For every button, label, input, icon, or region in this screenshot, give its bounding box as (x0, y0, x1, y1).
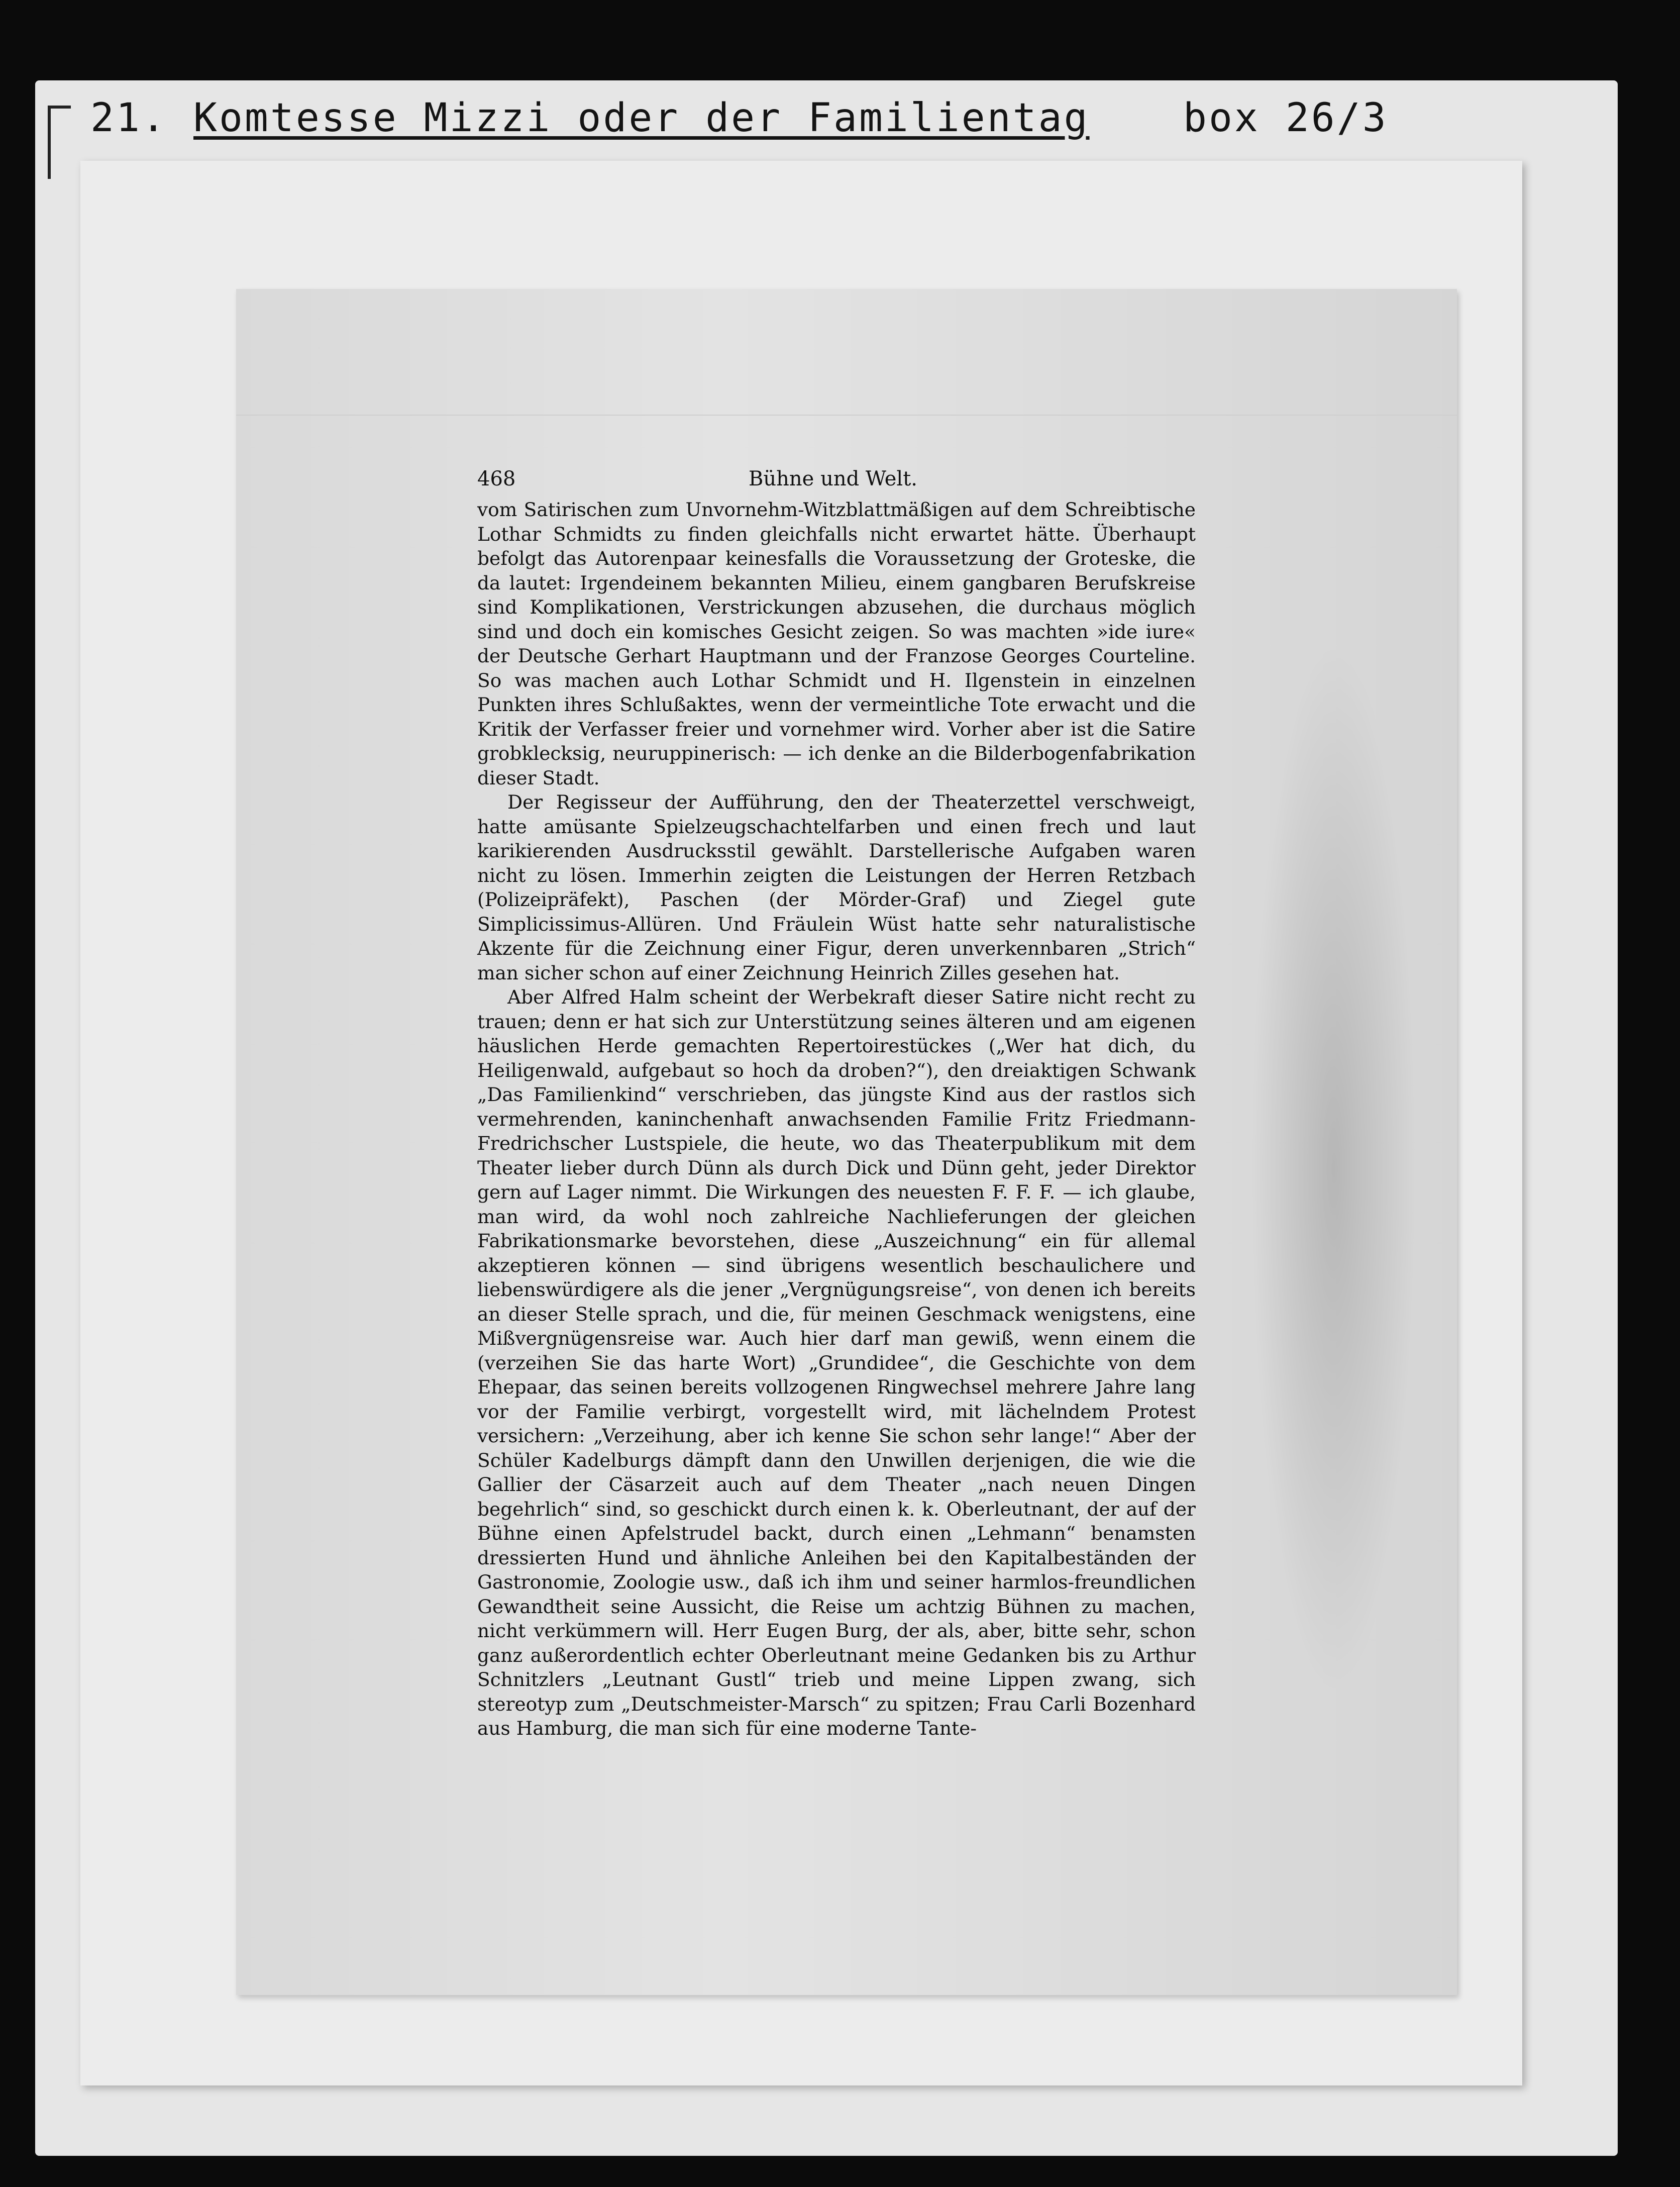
folder-title: Komtesse Mizzi oder der Familientag (193, 95, 1090, 141)
paper-stain (1251, 641, 1417, 1696)
page-number: 468 (477, 467, 516, 490)
archive-header (90, 85, 1547, 141)
paragraph: Der Regisseur der Aufführung, den der Theaterzettel verschweigt, hatte amüsante Spielzeugschachtelfarben und einen frech und laut karikierenden Ausdrucksstil gewählt. Darstellerische Aufgaben waren nicht zu lösen. Immerhin zeigten die Leistungen der Herren Retzbach (Polizeipräfekt), Paschen (der Mörder-Graf) und Ziegel gute Simplicissimus-Allüren. Und Fräulein Wüst hatte sehr naturalistische Akzente für die Zeichnung einer Figur, deren unverkennbaren „Strich“ man sicher schon auf einer Zeichnung Heinrich Zilles gesehen hat. (477, 791, 1196, 984)
page-header (477, 457, 1196, 498)
clipping-page (477, 457, 1196, 1741)
box-number: box 26/3 (1183, 95, 1388, 141)
folder-number: 21. (90, 95, 167, 141)
article-text (477, 498, 1196, 1741)
fold-line (236, 415, 1457, 416)
paragraph: Aber Alfred Halm scheint der Werbekraft dieser Satire nicht recht zu trauen; denn er hat sich zur Unterstützung seines älteren und am eigenen häuslichen Herde gemachten Repertoirestückes („Wer hat dich, du Heiligenwald, aufgebaut so hoch da droben?“), den dreiaktigen Schwank „Das Familienkind“ verschrieben, das jüngste Kind aus der rastlos sich vermehrenden, kaninchenhaft anwachsenden Familie Fritz Friedmann-Fredrichscher Lustspiele, die heute, wo das Theaterpublikum mit dem Theater lieber durch Dünn als durch Dick und Dünn geht, jeder Direktor gern auf Lager nimmt. Die Wirkungen des neuesten F. F. F. — ich glaube, man wird, da wohl noch zahlreiche Nachlieferungen der gleichen Fabrikationsmarke bevorstehen, diese „Auszeichnung“ ein für allemal akzeptieren können — sind übrigens wesentlich beschaulichere und liebenswürdigere als die jener „Vergnügungsreise“, von denen ich bereits an dieser Stelle sprach, und die, für meinen Geschmack wenigstens, eine Mißvergnügensreise war. Auch hier darf man gewiß, wenn einem die (verzeihen Sie das harte Wort) „Grundidee“, die Geschichte von dem Ehepaar, das seinen bereits vollzogenen Ringwechsel mehrere Jahre lang vor der Familie verbirgt, vorgestellt wird, mit lächelndem Protest versichern: „Verzeihung, aber ich kenne Sie schon sehr lange!“ Aber der Schüler Kadelburgs dämpft dann den Unwillen derjenigen, die wie die Gallier der Cäsarzeit auch auf dem Theater „nach neuen Dingen begehrlich“ sind, so geschickt durch einen k. k. Oberleutnant, der auf der Bühne einen Apfelstrudel backt, durch einen „Lehmann“ benamsten dressierten Hund und ähnliche Anleihen bei den Kapitalbeständen der Gastronomie, Zoologie usw., daß ich ihm und seiner harmlos-freundlichen Gewandtheit seine Aussicht, die Reise um achtzig Bühnen zu machen, nicht verkümmern will. Herr Eugen Burg, der als, aber, bitte sehr, schon ganz außerordentlich echter Oberleutnant meine Gedanken bis zu Arthur Schnitzlers „Leutnant Gustl“ trieb und meine Lippen zwang, sich stereotyp zum „Deutschmeister-Marsch“ zu spitzen; Frau Carli Bozenhard aus Hamburg, die man sich für eine moderne Tante- (477, 986, 1196, 1739)
corner-bracket (48, 106, 71, 179)
publication-title: Bühne und Welt. (749, 467, 918, 490)
paragraph: vom Satirischen zum Unvornehm-Witzblattmäßigen auf dem Schreibtische Lothar Schmidts zu finden gleichfalls nicht erwartet hätte. Überhaupt befolgt das Autorenpaar keinesfalls die Voraussetzung der Groteske, die da lautet: Irgendeinem bekannten Milieu, einem gangbaren Berufskreise sind Komplikationen, Verstrickungen abzusehen, die durchaus möglich sind und doch ein komisches Gesicht zeigen. So was machten »ide iure« der Deutsche Gerhart Hauptmann und der Franzose Georges Courteline. So was machen auch Lothar Schmidt und H. Ilgenstein in einzelnen Punkten ihres Schlußaktes, wenn der vermeintliche Tote erwacht und die Kritik der Verfasser freier und vornehmer wird. Vorher aber ist die Satire grobklecksig, neuruppinerisch: — ich denke an die Bilderbogenfabrikation dieser Stadt. (477, 499, 1196, 789)
